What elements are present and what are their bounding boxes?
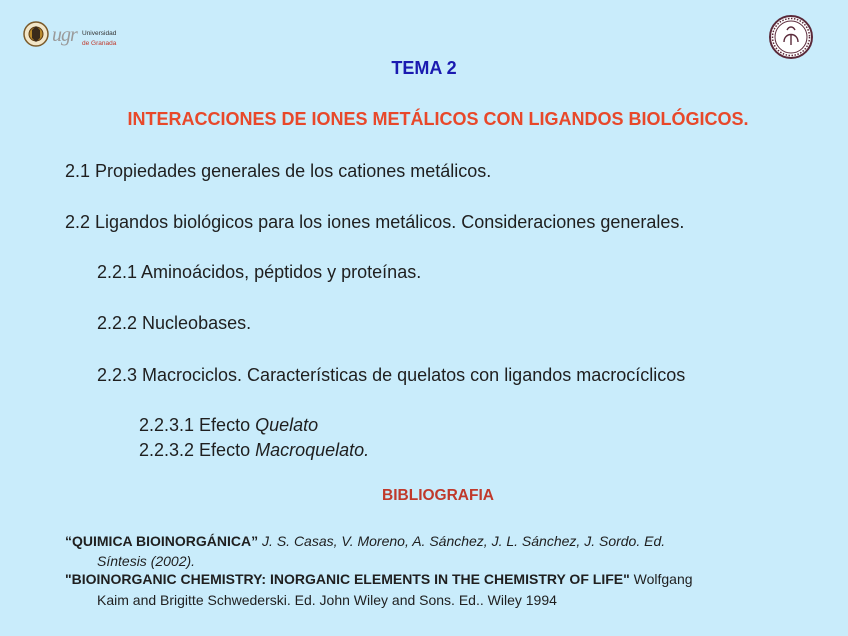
reference-1-title: “QUIMICA BIOINORGÁNICA”: [65, 533, 259, 549]
university-name-line2: de Granada: [82, 40, 117, 47]
section-2-2-3-2-prefix: 2.2.3.2 Efecto: [139, 440, 256, 460]
section-2-2-1: 2.2.1 Aminoácidos, péptidos y proteínas.: [97, 262, 422, 282]
section-2-2-3-1-prefix: 2.2.3.1 Efecto: [139, 415, 256, 435]
section-2-2-2: 2.2.2 Nucleobases.: [97, 313, 252, 333]
section-2-2-3-1-term: Quelato: [255, 415, 319, 435]
section-2-2-3-2-term: Macroquelato.: [255, 440, 370, 460]
university-name-line1: Universidad: [82, 30, 117, 37]
section-2-2-3-2: [139, 440, 369, 461]
reference-2: [65, 571, 693, 587]
section-2-1: 2.1 Propiedades generales de los cationes metálicos.: [65, 161, 492, 181]
reference-2-authors: Wolfgang: [629, 571, 693, 587]
reference-2-continued: Kaim and Brigitte Schwederski. Ed. John Wiley and Sons. Ed.. Wiley 1994: [97, 592, 557, 608]
reference-1-continued: Síntesis (2002).: [97, 553, 196, 569]
section-2-2: 2.2 Ligandos biológicos para los iones metálicos. Consideraciones generales.: [65, 212, 685, 232]
reference-1-authors: J. S. Casas, V. Moreno, A. Sánchez, J. L. Sánchez, J. Sordo. Ed.: [258, 533, 666, 549]
granada-crest-icon: [22, 18, 50, 50]
university-seal-icon: [768, 14, 814, 60]
section-2-2-3-1: [139, 415, 318, 436]
reference-2-title: "BIOINORGANIC CHEMISTRY: INORGANIC ELEMENTS IN THE CHEMISTRY OF LIFE": [65, 571, 630, 587]
university-logo: [22, 18, 132, 54]
reference-1: [65, 533, 665, 549]
section-2-2-3: 2.2.3 Macrociclos. Características de quelatos con ligandos macrocíclicos: [97, 365, 686, 385]
slide-title: INTERACCIONES DE IONES METÁLICOS CON LIGANDOS BIOLÓGICOS.: [127, 109, 749, 129]
bibliography-heading: BIBLIOGRAFIA: [382, 487, 494, 504]
ugr-wordmark: ugr: [52, 24, 77, 46]
slide-subtitle-tema: TEMA 2: [391, 58, 457, 78]
